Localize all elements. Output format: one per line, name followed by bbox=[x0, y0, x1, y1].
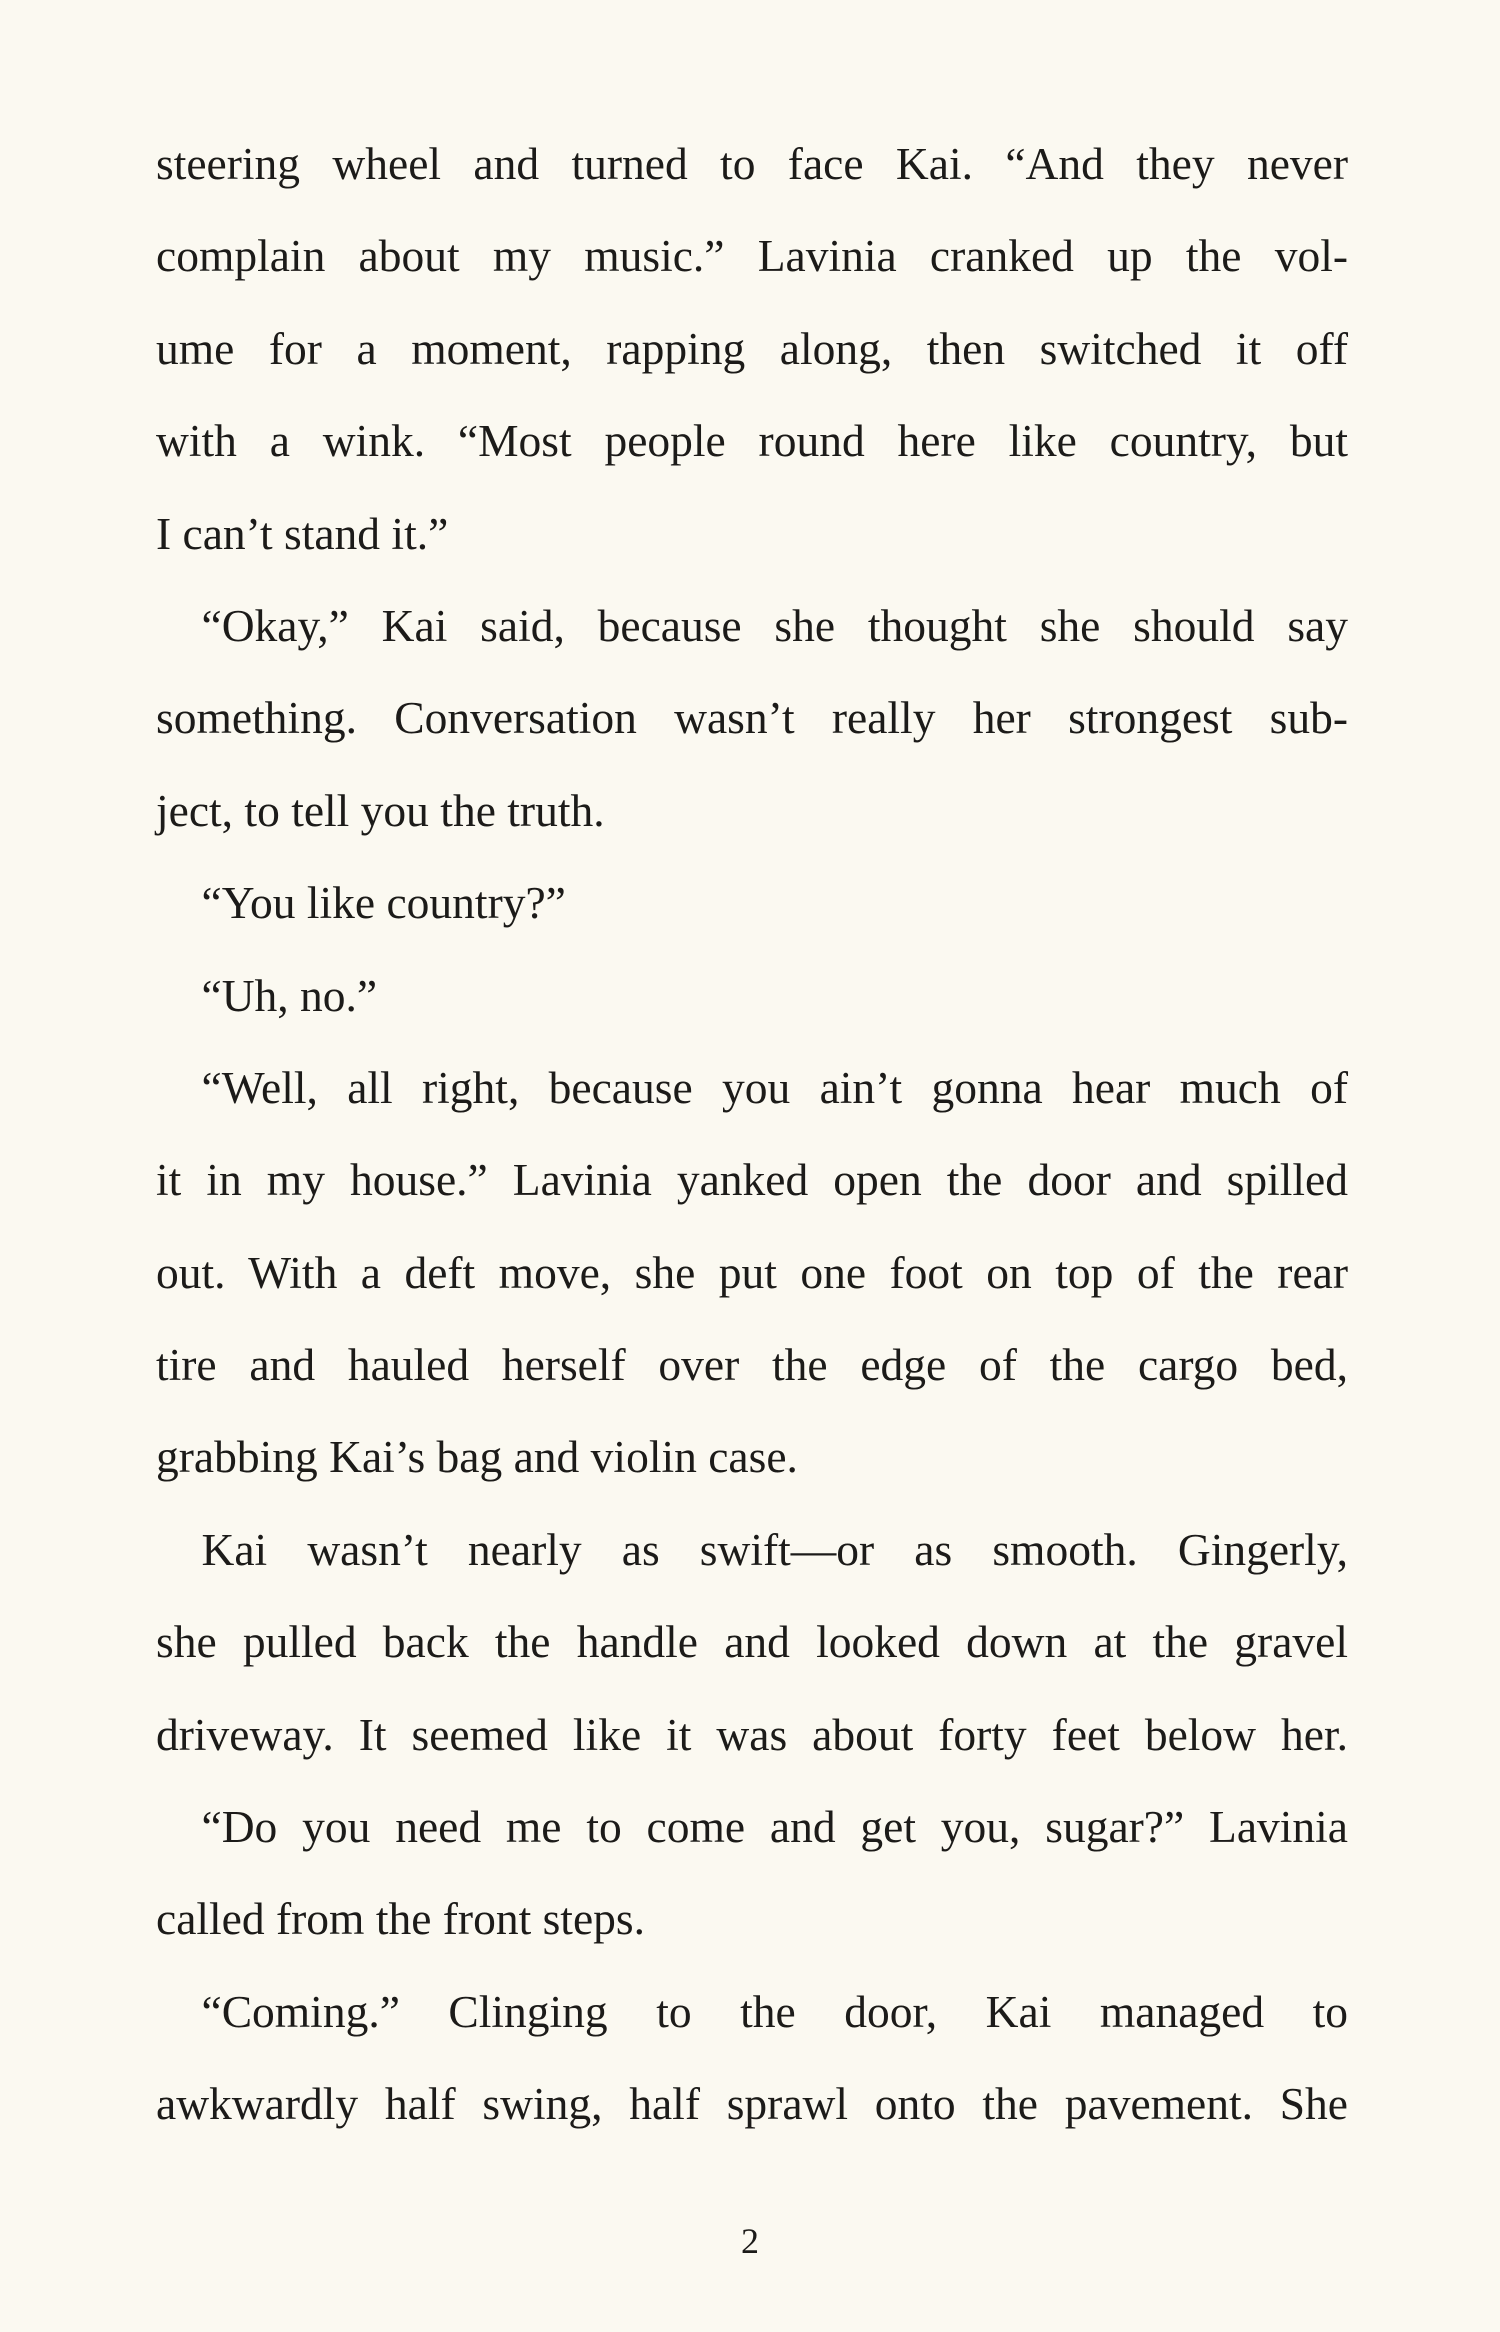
text-line: tire and hauled herself over the edge of the cargo bed, bbox=[156, 1339, 1348, 1391]
text-line: driveway. It seemed like it was about forty feet below her. bbox=[156, 1708, 1348, 1760]
text-line: grabbing Kai’s bag and violin case. bbox=[156, 1431, 798, 1483]
text-line: ject, to tell you the truth. bbox=[156, 784, 605, 836]
text-line: I can’t stand it.” bbox=[156, 507, 449, 559]
text-line: “Okay,” Kai said, because she thought she should say bbox=[156, 599, 1348, 651]
text-line: awkwardly half swing, half sprawl onto the pavement. She bbox=[156, 2078, 1348, 2130]
page-number: 2 bbox=[741, 2221, 759, 2261]
text-line: ume for a moment, rapping along, then switched it off bbox=[156, 322, 1348, 374]
text-line: called from the front steps. bbox=[156, 1893, 645, 1945]
text-line: it in my house.” Lavinia yanked open the door and spilled bbox=[156, 1154, 1348, 1206]
text-line: complain about my music.” Lavinia cranked up the vol- bbox=[156, 230, 1348, 282]
text-line: Kai wasn’t nearly as swift—or as smooth. Gingerly, bbox=[156, 1523, 1348, 1575]
text-line: she pulled back the handle and looked down at the gravel bbox=[156, 1616, 1348, 1668]
text-line: with a wink. “Most people round here like country, but bbox=[156, 415, 1348, 467]
text-line: “You like country?” bbox=[156, 877, 566, 929]
text-line: steering wheel and turned to face Kai. “And they never bbox=[156, 138, 1348, 189]
text-line: out. With a deft move, she put one foot on top of the rear bbox=[156, 1246, 1348, 1298]
text-line: something. Conversation wasn’t really her strongest sub- bbox=[156, 692, 1348, 744]
text-line: “Coming.” Clinging to the door, Kai managed to bbox=[156, 1985, 1348, 2037]
body-text bbox=[156, 118, 1348, 2151]
text-line: “Do you need me to come and get you, sugar?” Lavinia bbox=[156, 1801, 1348, 1853]
text-line: “Uh, no.” bbox=[156, 969, 378, 1021]
text-line: “Well, all right, because you ain’t gonna hear much of bbox=[156, 1061, 1348, 1113]
